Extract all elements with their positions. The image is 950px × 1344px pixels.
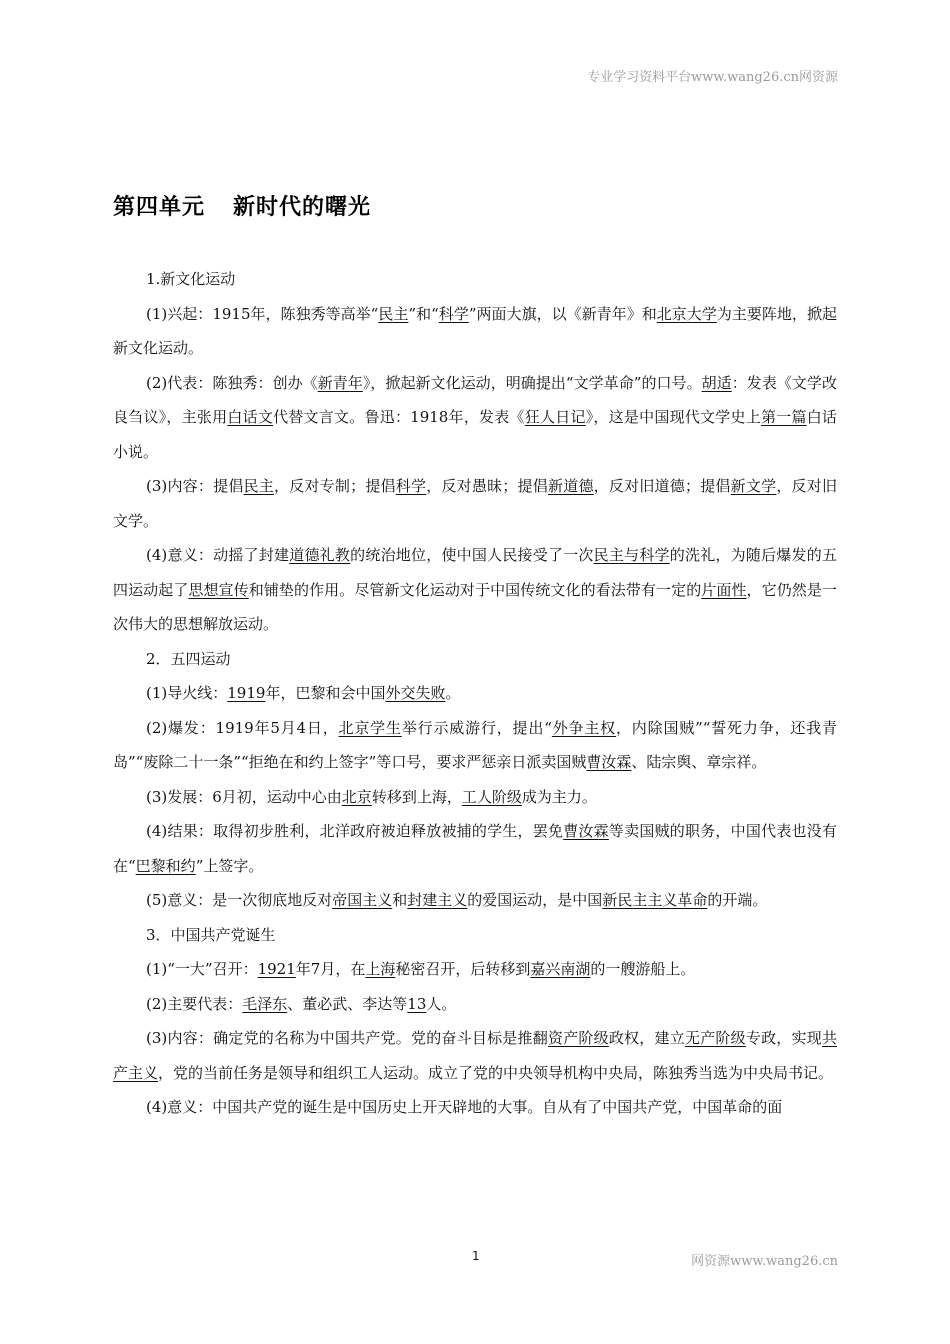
underlined-key-term: 新文学	[730, 477, 777, 495]
underlined-key-term: 科学	[395, 477, 427, 495]
paragraph	[113, 676, 837, 711]
text-run: (4)意义：中国共产党的诞生是中国历史上开天辟地的大事。自从有了中国共产党，中国革命的面	[146, 1098, 783, 1116]
text-run: 1.新文化运动	[146, 270, 236, 288]
text-run: (4)意义：动摇了封建	[146, 546, 290, 564]
text-run: 年7月，在	[295, 960, 366, 978]
underlined-key-term: 胡适	[701, 373, 732, 392]
text-run: 人。	[426, 994, 457, 1013]
underlined-key-term: 曹汝霖	[586, 753, 632, 771]
underlined-key-term: 13	[407, 994, 427, 1013]
paragraph	[113, 987, 837, 1022]
underlined-key-term: 外交失败	[385, 684, 446, 702]
underlined-key-term: 外争主权	[551, 718, 616, 737]
underlined-key-term: 工人阶级	[461, 787, 522, 806]
page-footer: 网资源www.wang26.cn	[691, 1254, 838, 1269]
paragraph	[113, 297, 837, 366]
underlined-key-term: 民主	[378, 304, 409, 323]
underlined-key-term: 科学	[438, 304, 469, 323]
text-run: (3)内容：确定党的名称为中国共产党。党的奋斗目标是推翻	[146, 1029, 548, 1047]
text-run: 白话小说。	[113, 408, 837, 461]
underlined-key-term: 巴黎和约	[135, 856, 196, 875]
text-run: (3)内容：提倡	[146, 477, 244, 495]
underlined-key-term: 帝国主义	[332, 891, 393, 909]
text-run: 等卖国贼的职务，中国代表也没有在“	[113, 822, 837, 875]
text-run: ，党的当前任务是领导和组织工人运动。成立了党的中央领导机构中央局，陈独秀当选为中央局书记。	[158, 1063, 834, 1082]
underlined-key-term: 道德礼教	[289, 546, 351, 564]
paragraph	[113, 814, 837, 883]
paragraph	[113, 1021, 837, 1090]
text-run: ，反对旧道德；提倡	[593, 477, 731, 495]
text-run: 举行示威游行，提出“	[401, 718, 552, 737]
unit-label: 第四单元	[113, 195, 206, 220]
text-run: 为主要阵地，掀起新文化运动。	[113, 304, 837, 357]
paragraph	[113, 538, 837, 642]
text-run: (4)结果：取得初步胜利，北洋政府被迫释放被捕的学生，罢免	[146, 822, 564, 840]
underlined-key-term: 1921	[257, 960, 296, 978]
text-run: 和铺垫的作用。尽管新文化运动对于中国传统文化的看法带有一定的	[248, 580, 702, 599]
text-run: 。	[445, 684, 461, 702]
paragraph	[113, 952, 837, 987]
underlined-key-term: 北京学生	[338, 718, 402, 737]
text-run: 专政，实现	[745, 1029, 822, 1047]
text-run: 》，这是中国现代文学史上	[585, 408, 761, 426]
text-run: 转移到上海，	[371, 787, 462, 806]
text-run: ，反对旧文学。	[113, 477, 837, 530]
text-run: 的洗礼，为随后爆发的五四运动起了	[113, 546, 837, 599]
text-run: 》，掀起新文化运动，明确提出“文学革命”的口号。	[362, 373, 702, 392]
text-run: (1)兴起：1915年，陈独秀等高举“	[146, 304, 379, 323]
text-run: 代替文言文。鲁迅：1918年，发表《	[273, 408, 525, 426]
paragraph	[113, 711, 837, 780]
text-run: (1)导火线：	[146, 684, 228, 702]
underlined-key-term: 资产阶级	[547, 1029, 609, 1047]
underlined-key-term: 北京大学	[656, 304, 717, 323]
text-run: ”上签字。	[195, 856, 264, 875]
underlined-key-term: 新道德	[548, 477, 594, 495]
text-run: (1)“一大”召开：	[146, 960, 258, 978]
underlined-key-term: 白话文	[227, 408, 274, 426]
underlined-key-term: 民主	[243, 477, 275, 495]
paragraph	[113, 1090, 837, 1125]
underlined-key-term: 民主与科学	[593, 546, 670, 564]
page-header: 专业学习资料平台www.wang26.cn网资源	[587, 70, 838, 85]
underlined-key-term: 上海	[365, 960, 396, 978]
text-run: ，反对愚昧；提倡	[426, 477, 548, 495]
paragraph	[113, 469, 837, 538]
text-run: (3)发展：6月初，运动中心由	[146, 787, 342, 806]
text-run: ，它仍然是一次伟大的思想解放运动。	[113, 580, 837, 633]
text-run: (2)主要代表：	[146, 994, 243, 1013]
text-run: 秘密召开，后转移到	[395, 960, 531, 978]
paragraph	[113, 918, 837, 953]
underlined-key-term: 第一篇	[761, 408, 807, 426]
underlined-key-term: 思想宣传	[188, 580, 249, 599]
underlined-key-term: 无产阶级	[684, 1029, 746, 1047]
text-run: (2)爆发：1919年5月4日，	[146, 718, 339, 737]
text-run: ”和“	[408, 304, 439, 323]
paragraph	[113, 883, 837, 918]
underlined-key-term: 1919	[227, 684, 266, 702]
text-run: ，反对专制；提倡	[274, 477, 396, 495]
underlined-key-term: 毛泽东	[242, 994, 288, 1013]
underlined-key-term: 封建主义	[407, 891, 468, 909]
text-run: 年，巴黎和会中国	[265, 684, 386, 702]
text-run: 成为主力。	[521, 787, 597, 806]
text-run: (2)代表：陈独秀：创办《	[146, 373, 318, 392]
underlined-key-term: 片面性	[701, 580, 747, 599]
text-run: 政权，建立	[608, 1029, 685, 1047]
text-run: 的统治地位，使中国人民接受了一次	[350, 546, 594, 564]
text-run: 2．五四运动	[146, 649, 231, 668]
text-run: ”两面大旗，以《新青年》和	[468, 304, 657, 323]
document-body	[113, 262, 837, 1125]
text-run: (5)意义：是一次彻底地反对	[146, 891, 333, 909]
text-run: 的开端。	[707, 891, 768, 909]
paragraph	[113, 366, 837, 470]
page-title	[113, 190, 371, 221]
underlined-key-term: 狂人日记	[524, 408, 586, 426]
text-run: ，内除国贼”“誓死力争，还我青岛”“废除二十一条”“拒绝在和约上签字”等口号，要求严惩亲日派卖国贼	[113, 718, 837, 771]
text-run: 的爱国运动，是中国	[467, 891, 603, 909]
text-run: 3．中国共产党诞生	[146, 925, 276, 944]
text-run: 、陆宗舆、章宗祥。	[631, 753, 767, 771]
text-run: 、董必武、李达等	[287, 994, 408, 1013]
text-run: 的一艘游船上。	[590, 960, 696, 978]
text-run: ：发表《文学改良刍议》，主张用	[113, 373, 837, 426]
underlined-key-term: 新青年	[317, 373, 363, 392]
unit-title: 新时代的曙光	[233, 195, 372, 220]
text-run: 和	[392, 891, 408, 909]
underlined-key-term: 共产主义	[113, 1029, 837, 1082]
underlined-key-term: 曹汝霖	[563, 822, 609, 840]
underlined-key-term: 北京	[341, 787, 372, 806]
underlined-key-term: 新民主主义革命	[602, 891, 708, 909]
paragraph	[113, 262, 837, 297]
underlined-key-term: 嘉兴南湖	[530, 960, 591, 978]
paragraph	[113, 780, 837, 815]
paragraph	[113, 642, 837, 677]
page-number: 1	[472, 1249, 480, 1263]
